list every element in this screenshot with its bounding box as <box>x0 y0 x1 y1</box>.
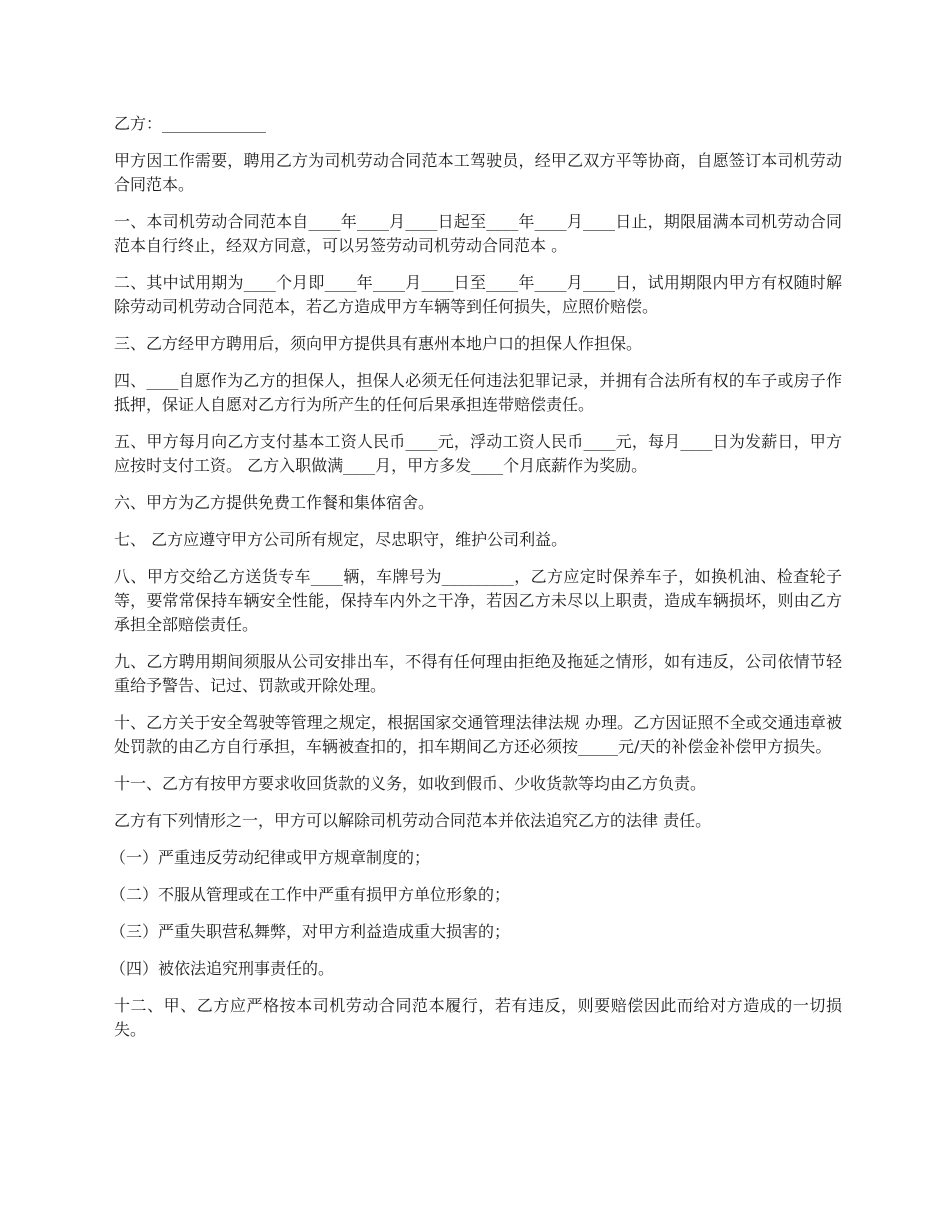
clause-4-guarantor: 四、____自愿作为乙方的担保人，担保人必须无任何违法犯罪记录，并拥有合法所有权的车子或房子作抵押，保证人自愿对乙方行为所产生的任何后果承担连带赔偿责任。 <box>114 371 842 414</box>
preamble-paragraph: 甲方因工作需要，聘用乙方为司机劳动合同范本工驾驶员，经甲乙双方平等协商，自愿签订本司机劳动合同范本。 <box>114 151 842 194</box>
clause-7-rules: 七、 乙方应遵守甲方公司所有规定，尽忠职守，维护公司利益。 <box>114 530 568 549</box>
clause-3-guarantee: 三、乙方经甲方聘用后，须向甲方提供具有惠州本地户口的担保人作担保。 <box>114 334 643 353</box>
termination-item-3: （三）严重失职营私舞弊，对甲方利益造成重大损害的； <box>110 922 511 941</box>
termination-item-1: （一）严重违反劳动纪律或甲方规章制度的； <box>110 848 431 867</box>
clause-2-probation: 二、其中试用期为____个月即____年____月____日至____年____月____日，试用期限内甲方有权随时解除劳动司机劳动合同范本，若乙方造成甲方车辆等到任何损失，应照价赔偿。 <box>114 273 842 316</box>
termination-intro: 乙方有下列情形之一，甲方可以解除司机劳动合同范本并依法追究乙方的法律 责任。 <box>114 811 712 830</box>
clause-6-meals: 六、甲方为乙方提供免费工作餐和集体宿舍。 <box>114 493 435 512</box>
party-b-line: 乙方：_____________ <box>114 114 267 133</box>
termination-item-2: （二）不服从管理或在工作中严重有损甲方单位形象的； <box>110 885 511 904</box>
termination-item-4: （四）被依法追究刑事责任的。 <box>110 959 335 978</box>
clause-5-salary: 五、甲方每月向乙方支付基本工资人民币____元，浮动工资人民币____元，每月____日为发薪日，甲方应按时支付工资。 乙方入职做满____月，甲方多发____个月底薪作为奖励。 <box>114 432 842 475</box>
clause-10-safety: 十、乙方关于安全驾驶等管理之规定，根据国家交通管理法律法规 办理。乙方因证照不全或交通违章被处罚款的由乙方自行承担，车辆被查扣的，扣车期间乙方还必须按_____元/天的补偿金补偿甲方损失。 <box>114 713 842 756</box>
contract-document <box>110 112 842 1055</box>
clause-12-compliance: 十二、甲、乙方应严格按本司机劳动合同范本履行，若有违反，则要赔偿因此而给对方造成的一切损失。 <box>114 996 842 1039</box>
clause-8-vehicle: 八、甲方交给乙方送货专车____辆，车牌号为_________，乙方应定时保养车子，如换机油、检查轮子等，要常常保持车辆安全性能，保持车内外之干净，若因乙方未尽以上职责，造成车辆损坏，则由乙方承担全部赔偿责任。 <box>114 567 842 634</box>
clause-9-dispatch: 九、乙方聘用期间须服从公司安排出车，不得有任何理由拒绝及拖延之情形，如有违反，公司依情节轻重给予警告、记过、罚款或开除处理。 <box>114 652 842 695</box>
clause-1-term: 一、本司机劳动合同范本自____年____月____日起至____年____月____日止，期限届满本司机劳动合同范本自行终止，经双方同意，可以另签劳动司机劳动合同范本 。 <box>114 212 842 255</box>
clause-11-payments: 十一、乙方有按甲方要求收回货款的义务，如收到假币、少收货款等均由乙方负责。 <box>114 774 707 793</box>
